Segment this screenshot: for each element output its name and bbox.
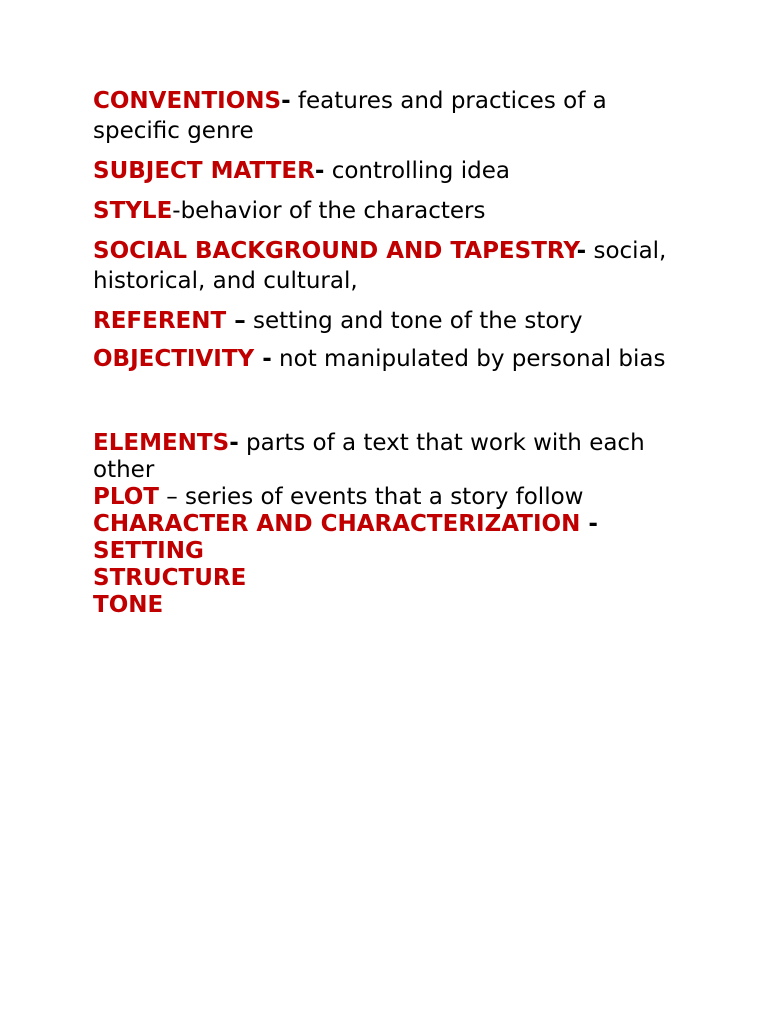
elements-section <box>93 430 693 619</box>
definition-subject-matter <box>93 156 693 186</box>
term-conventions: CONVENTIONS <box>93 88 282 114</box>
definition-objectivity <box>93 346 693 372</box>
definition-text: social, historical, and cultural, <box>93 238 667 294</box>
definition-text: controlling idea <box>324 158 510 184</box>
separator: - <box>229 430 239 456</box>
definition-text: features and practices of a specific genre <box>93 88 607 144</box>
document-page <box>93 86 693 619</box>
element-setting <box>93 538 693 565</box>
separator: – <box>226 308 246 334</box>
definition-text: not manipulated by personal bias <box>271 346 666 372</box>
element-character <box>93 511 693 538</box>
separator: - <box>314 158 325 184</box>
separator: - <box>281 88 291 114</box>
separator: - <box>254 346 272 372</box>
element-plot <box>93 484 693 511</box>
term-referent: REFERENT <box>93 308 227 334</box>
element-structure <box>93 565 693 592</box>
definition-text: – series of events that a story follow <box>158 484 584 510</box>
term-elements: ELEMENTS <box>93 430 230 456</box>
term-setting: SETTING <box>93 538 204 564</box>
elements-heading <box>93 430 693 484</box>
definition-social-background <box>93 236 693 296</box>
definition-text: setting and tone of the story <box>245 308 583 334</box>
definition-referent <box>93 306 693 336</box>
term-objectivity: OBJECTIVITY <box>93 346 255 372</box>
element-tone <box>93 592 693 619</box>
definition-text: -behavior of the characters <box>172 198 486 224</box>
term-social-background: SOCIAL BACKGROUND AND TAPESTRY <box>93 238 577 264</box>
definition-style <box>93 196 693 226</box>
term-subject-matter: SUBJECT MATTER <box>93 158 315 184</box>
term-plot: PLOT <box>93 484 159 510</box>
separator: - <box>580 511 598 537</box>
term-character: CHARACTER AND CHARACTERIZATION <box>93 511 581 537</box>
definition-text: parts of a text that work with each other <box>93 430 645 483</box>
separator: - <box>576 238 587 264</box>
definition-conventions <box>93 86 693 146</box>
term-style: STYLE <box>93 198 173 224</box>
term-tone: TONE <box>93 592 164 618</box>
term-structure: STRUCTURE <box>93 565 247 591</box>
